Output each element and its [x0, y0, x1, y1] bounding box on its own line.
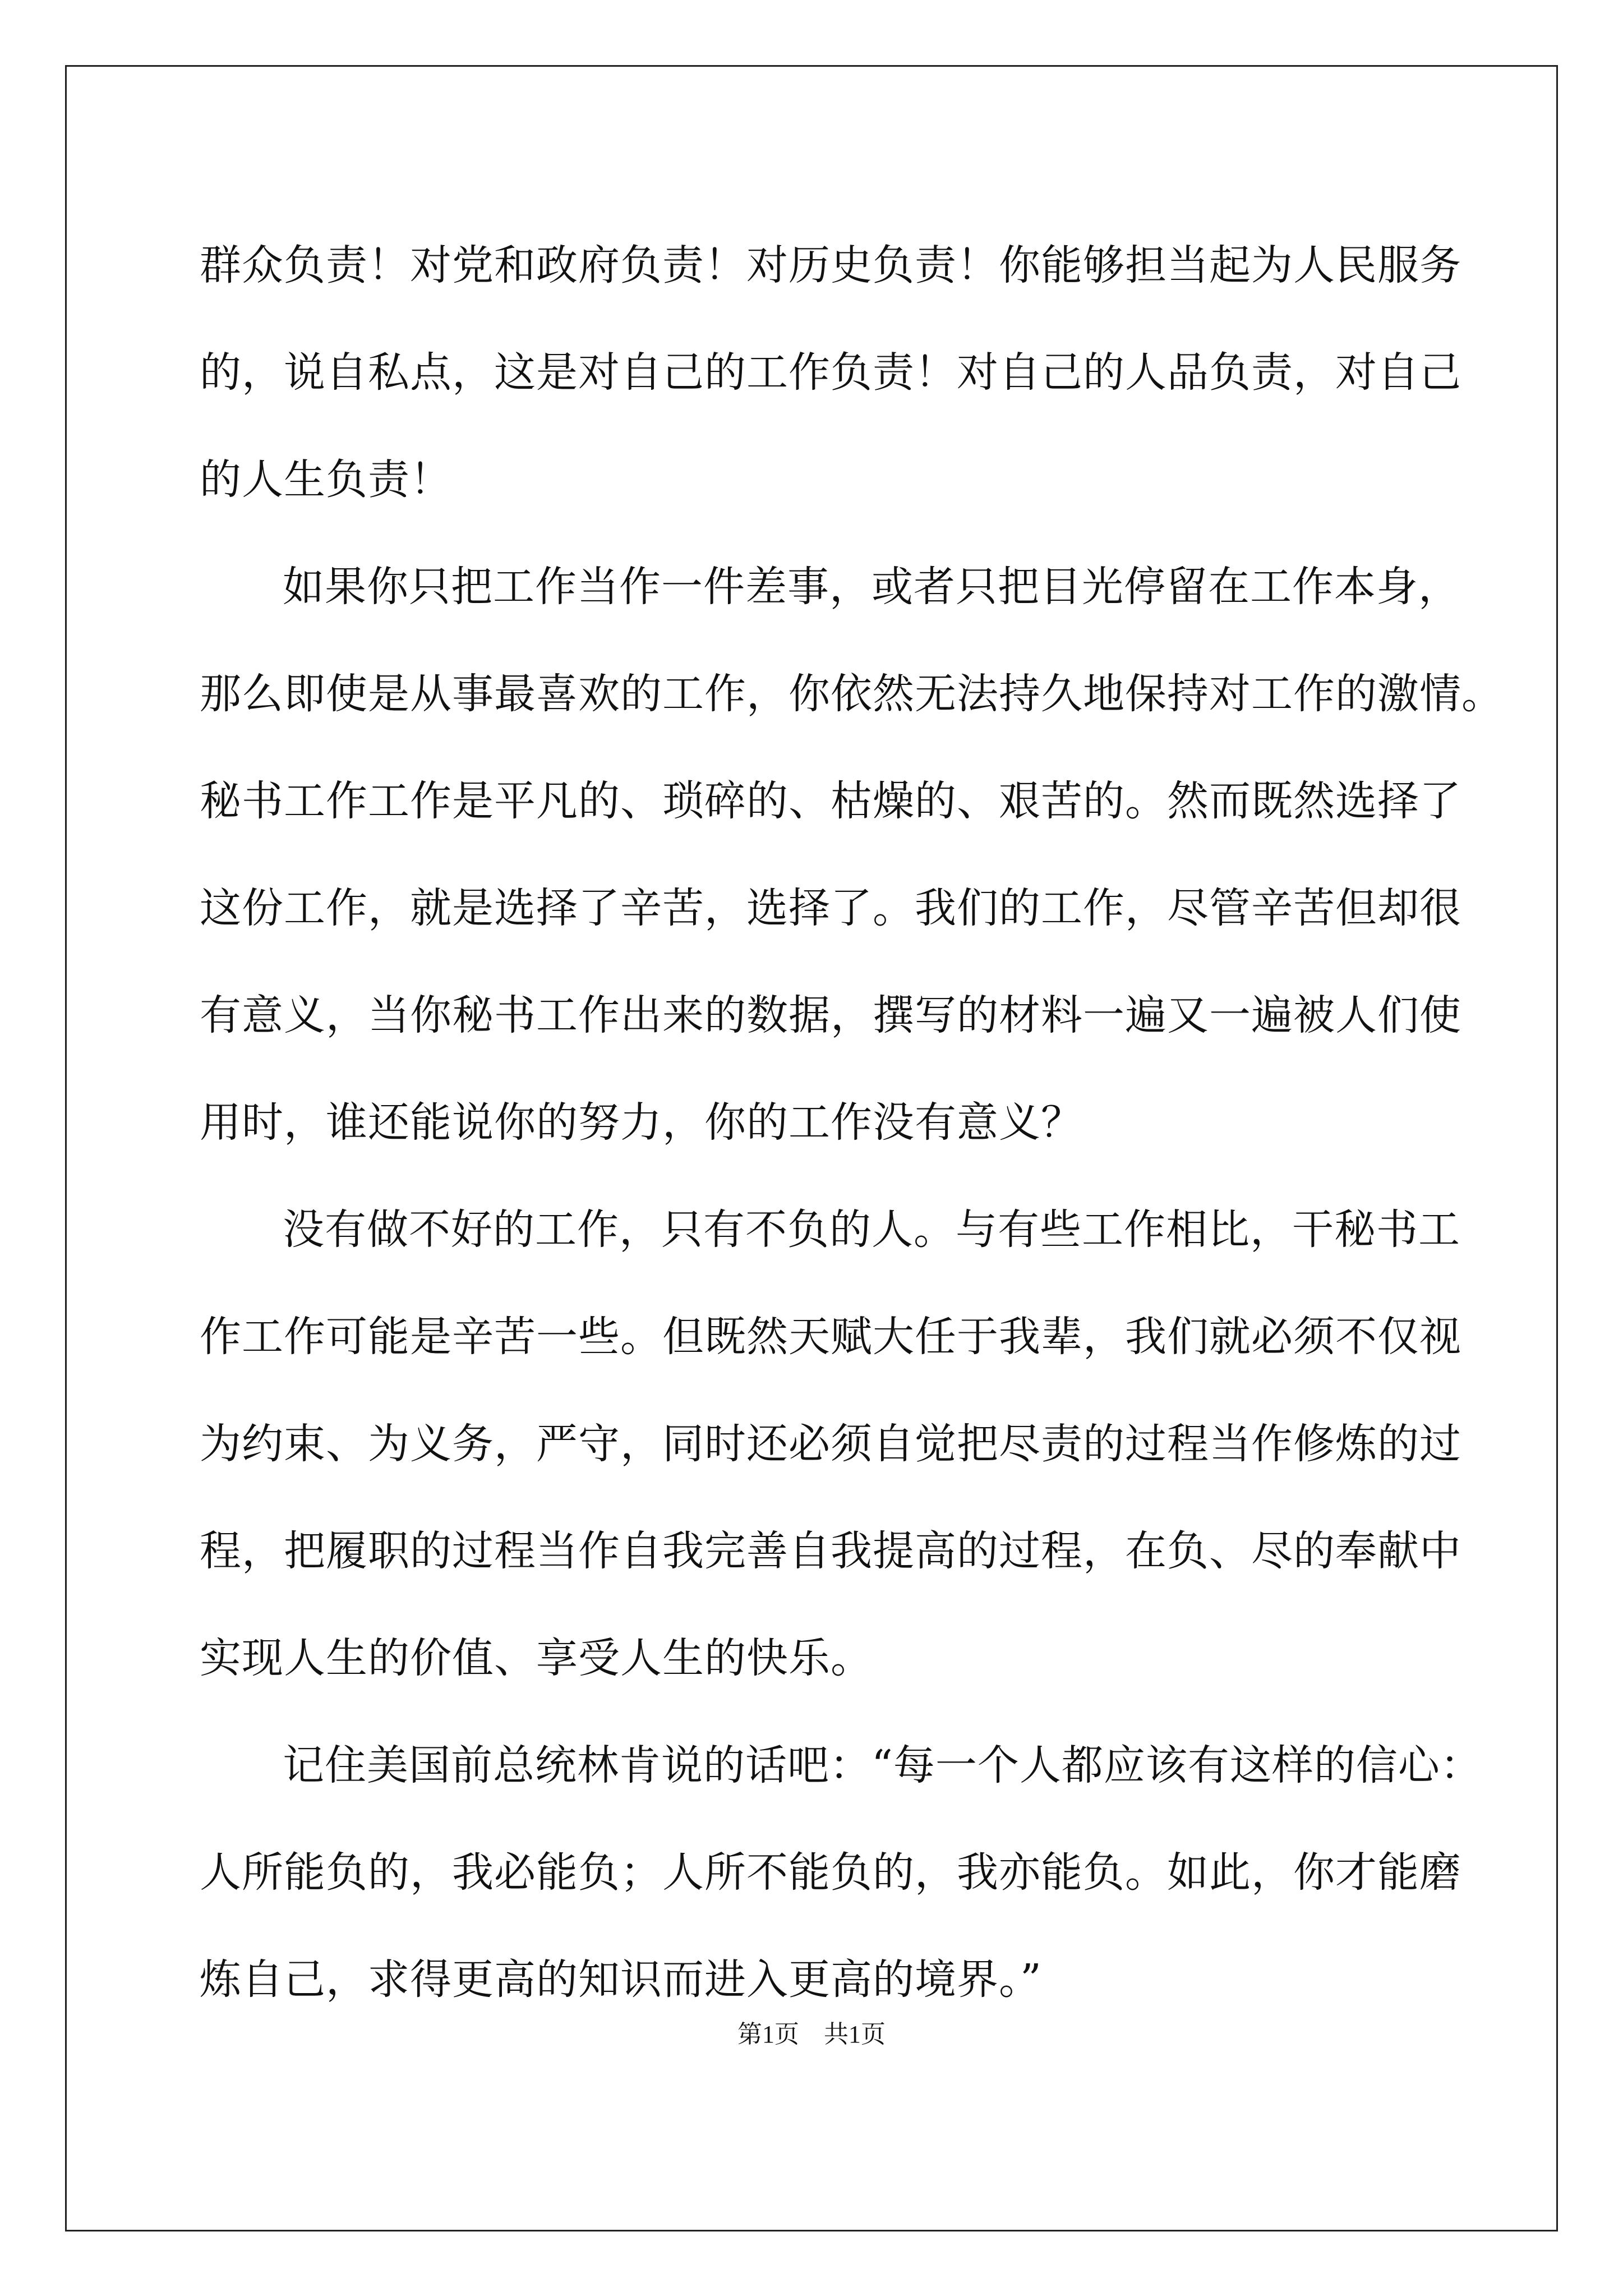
text-line: 有意义，当你秘书工作出来的数据，撰写的材料一遍又一遍被人们使: [200, 991, 1461, 1039]
text-line: 实现人生的价值、享受人生的快乐。: [200, 1634, 873, 1682]
text-line: 作工作可能是辛苦一些。但既然天赋大任于我辈，我们就必须不仅视: [200, 1313, 1461, 1361]
text-line: 用时，谁还能说你的努力，你的工作没有意义？: [200, 1098, 1083, 1147]
page-footer: [0, 2014, 1623, 2050]
document-body: [200, 212, 1504, 2033]
text-line: 这份工作，就是选择了辛苦，选择了。我们的工作，尽管辛苦但却很: [200, 884, 1461, 932]
text-line: 秘书工作工作是平凡的、琐碎的、枯燥的、艰苦的。然而既然选择了: [200, 777, 1461, 825]
paragraph-start-line: 如果你只把工作当作一件差事，或者只把目光停留在工作本身，: [283, 563, 1460, 611]
text-line: 炼自己，求得更高的知识而进入更高的境界。”: [200, 1955, 1042, 2004]
text-line: 程，把履职的过程当作自我完善自我提高的过程，在负、尽的奉献中: [200, 1527, 1461, 1575]
text-line: 那么即使是从事最喜欢的工作，你依然无法持久地保持对工作的激情。: [200, 670, 1504, 718]
text-line: 人所能负的，我必能负；人所不能负的，我亦能负。如此，你才能磨: [200, 1848, 1461, 1897]
page-number-total: 共1页: [824, 2021, 886, 2048]
text-line: 的人生负责！: [200, 455, 452, 504]
text-line: 为约束、为义务，严守，同时还必须自觉把尽责的过程当作修炼的过: [200, 1420, 1461, 1468]
page-number-current: 第1页: [737, 2021, 799, 2048]
text-line: 群众负责！对党和政府负责！对历史负责！你能够担当起为人民服务: [200, 241, 1461, 289]
text-line: 的，说自私点，这是对自己的工作负责！对自己的人品负责，对自己: [200, 348, 1461, 397]
paragraph-start-line: 没有做不好的工作，只有不负的人。与有些工作相比，干秘书工: [283, 1205, 1460, 1254]
paragraph-start-line: 记住美国前总统林肯说的话吧：“每一个人都应该有这样的信心：: [283, 1741, 1482, 1789]
